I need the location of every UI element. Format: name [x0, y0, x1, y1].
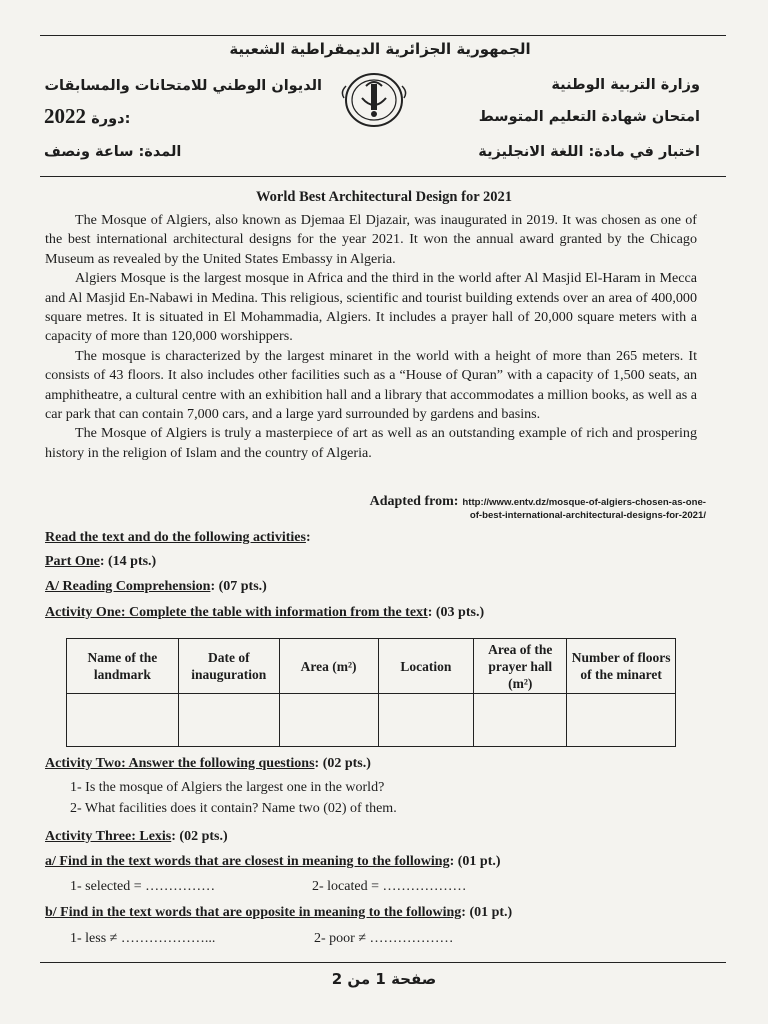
part-one-label: Part One [45, 554, 100, 569]
col-header-prayer-hall: Area of the prayer hall (m²) [474, 639, 567, 694]
session-line [44, 104, 244, 129]
activity-three-pts: (02 pts.) [179, 829, 228, 844]
source-label: Adapted from: [369, 494, 459, 509]
ministry-label: وزارة التربية الوطنية [551, 77, 700, 93]
activity-three-heading: Activity Three: Lexis: (02 pts.) [45, 829, 228, 844]
answer-cell[interactable] [279, 694, 378, 747]
top-rule [40, 35, 726, 36]
activity-one-pts: (03 pts.) [435, 605, 485, 620]
activity-three-title: Activity Three: Lexis [45, 829, 172, 844]
algeria-seal-icon [336, 68, 412, 128]
lexis-b-item-2[interactable]: 2- poor ≠ ……………… [314, 931, 454, 946]
footer-rule [40, 962, 726, 963]
header-rule [40, 176, 726, 177]
source-block [320, 492, 706, 521]
question-1: 1- Is the mosque of Algiers the largest one in the world? [70, 780, 385, 795]
session-year: 2022 [44, 104, 86, 128]
page-number: صفحة 1 من 2 [331, 970, 437, 988]
answer-cell[interactable] [567, 694, 676, 747]
lexis-a-item-2[interactable]: 2- located = ……………… [312, 879, 467, 894]
session-label: دورة: [91, 111, 131, 127]
paragraph-4: The Mosque of Algiers is truly a masterpiece of art as well as an outstanding example of rich and prospering history in the religion of Islam and the country of Algeria. [45, 425, 697, 461]
office-label: الديوان الوطني للامتحانات والمسابقات [44, 78, 322, 94]
activity-two-title: Activity Two: Answer the following questions [45, 756, 315, 771]
subject-label: اختبار في مادة: اللغة الانجليزية [478, 144, 700, 160]
duration-label: المدة: ساعة ونصف [44, 144, 182, 160]
section-a-label: A/ Reading Comprehension [45, 579, 211, 594]
section-a: A/ Reading Comprehension: (07 pts.) [45, 579, 267, 594]
col-header-location: Location [378, 639, 474, 694]
col-header-date: Date of inauguration [178, 639, 279, 694]
lexis-a-title: a/ Find in the text words that are closest in meaning to the following [45, 854, 450, 869]
activity-two-heading: Activity Two: Answer the following questions: (02 pts.) [45, 756, 371, 771]
exam-label: امتحان شهادة التعليم المتوسط [478, 109, 700, 125]
answer-cell[interactable] [378, 694, 474, 747]
lexis-b-pts: (01 pt.) [469, 905, 513, 920]
col-header-name: Name of the landmark [67, 639, 179, 694]
reading-passage [45, 211, 697, 463]
source-url-2: of-best-international-architectural-designs-for-2021/ [469, 510, 706, 521]
main-instruction: Read the text and do the following activities: [45, 530, 311, 545]
lexis-b-heading: b/ Find in the text words that are opposite in meaning to the following: (01 pt.) [45, 905, 513, 920]
paragraph-2: Algiers Mosque is the largest mosque in Africa and the third in the world after Al Masjid El-Haram in Mecca and Al Masjid En-Nabawi in Medina. This religious, scientific and tourist building extends over an area of 400,000 square metres. It is situated in El Mohammadia, Algiers. It includes a prayer hall of 20,000 square meters with a capacity of more than 120,000 worshippers. [45, 270, 697, 345]
activity-one-table [66, 638, 676, 747]
activity-two-pts: (02 pts.) [322, 756, 371, 771]
question-2: 2- What facilities does it contain? Name two (02) of them. [70, 801, 397, 816]
text-title: World Best Architectural Design for 2021 [255, 189, 512, 205]
answer-cell[interactable] [67, 694, 179, 747]
col-header-area: Area (m²) [279, 639, 378, 694]
col-header-floors: Number of floors of the minaret [567, 639, 676, 694]
source-url-1: http://www.entv.dz/mosque-of-algiers-chosen-as-one- [462, 497, 706, 508]
lexis-a-pts: (01 pt.) [457, 854, 501, 869]
part-one-pts: (14 pts.) [108, 554, 157, 569]
paragraph-1: The Mosque of Algiers, also known as Djemaa El Djazair, was inaugurated in 2019. It was chosen as one of the best international architectural designs for the year 2021. It won the annual award granted by the Chicago Museum as revealed by the United States Embassy in Algeria. [45, 212, 697, 267]
section-a-pts: (07 pts.) [218, 579, 267, 594]
answer-cell[interactable] [178, 694, 279, 747]
republic-heading: الجمهورية الجزائرية الديمقراطية الشعبية [229, 40, 531, 58]
part-one: Part One: (14 pts.) [45, 554, 157, 569]
activity-one-title: Activity One: Complete the table with information from the text [45, 605, 428, 620]
activity-one-heading: Activity One: Complete the table with information from the text: (03 pts.) [45, 605, 485, 620]
main-instruction-text: Read the text and do the following activities [45, 530, 306, 545]
answer-cell[interactable] [474, 694, 567, 747]
lexis-a-heading: a/ Find in the text words that are closest in meaning to the following: (01 pt.) [45, 854, 501, 869]
paragraph-3: The mosque is characterized by the largest minaret in the world with a height of more than 265 meters. It consists of 43 floors. It also includes other facilities such as a “House of Quran” with a capacity of 1,500 seats, an amphitheatre, a cultural centre with an exhibition hall and a library that accommodates a million books, as well as a car park that can contain 7,000 cars, and a large yard surrounded by gardens and basins. [45, 347, 697, 423]
lexis-b-item-1[interactable]: 1- less ≠ ………………... [70, 931, 216, 946]
lexis-a-item-1[interactable]: 1- selected = …………… [70, 879, 216, 894]
lexis-b-title: b/ Find in the text words that are opposite in meaning to the following [45, 905, 462, 920]
